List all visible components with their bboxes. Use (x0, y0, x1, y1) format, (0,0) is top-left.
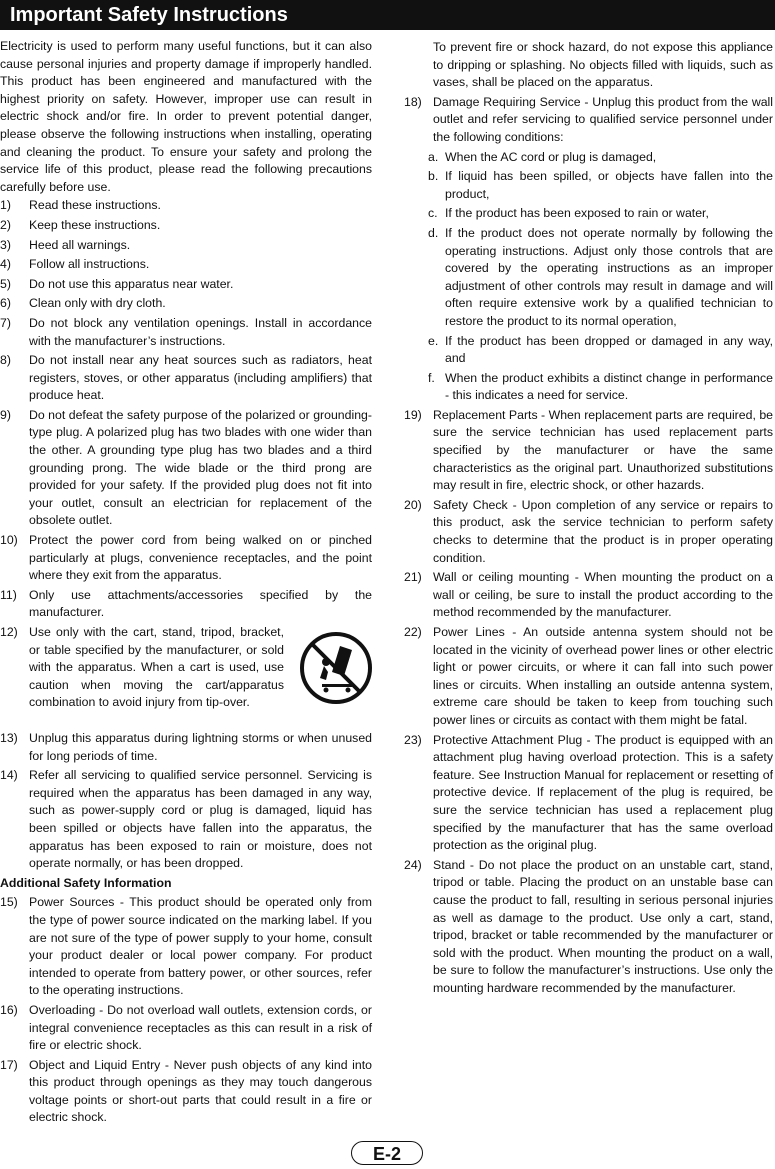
item-number: 15) (0, 895, 18, 910)
instruction-item-20 (404, 497, 773, 567)
item-number: 12) (0, 625, 18, 639)
item-text: Do not use this apparatus near water. (29, 276, 234, 291)
instruction-item-9 (0, 407, 372, 530)
item-text: Power Sources - This product should be operated only from the type of power source indicated on the marking label. If you are not sure of the type of power supply to your home, consult your product dealer or local power company. For product intended to operate from battery power, or other sources, refer to the operating instructions. (29, 895, 372, 998)
left-column (0, 38, 372, 1129)
page-title: Important Safety Instructions (10, 4, 288, 26)
instruction-item-11 (0, 587, 372, 622)
item-text: Only use attachments/accessories specified by the manufacturer. (29, 587, 372, 620)
item-number: 11) (0, 587, 17, 602)
item-text: Replacement Parts - When replacement parts are required, be sure the service technician has used replacement parts specified by the manufacturer or have the same characteristics as the original part. Unauthorized substitutions may result in fire, electric shock, or other hazards. (433, 407, 773, 493)
condition-text: If the product does not operate normally by following the operating instructions. Adjust only those controls that are covered by the operating instructions as an improper adjustment of other controls may result in damage and will often require extensive work by a qualified technician to restore the product to its normal operation, (445, 225, 773, 328)
item-text: Power Lines - An outside antenna system should not be located in the vicinity of overhead power lines or other electric light or power circuits, or where it can fall into such power lines or circuits. When installing an outside antenna system, extreme care should be taken to keep from touching such power lines or circuits as contact with them might be fatal. (433, 625, 773, 727)
item-number: 7) (0, 315, 11, 330)
condition-b (404, 168, 773, 203)
instruction-item-17-continued (404, 39, 773, 92)
item-number: 2) (0, 217, 11, 232)
condition-c (404, 205, 773, 223)
item-number: 6) (0, 296, 11, 311)
instruction-item-5 (0, 276, 372, 294)
item-number: 17) (0, 1057, 18, 1072)
item-number: 19) (404, 407, 422, 422)
item-text: Wall or ceiling mounting - When mounting the product on a wall or ceiling, be sure to install the product according to the method recommended by the manufacturer. (433, 570, 773, 620)
item-text: Heed all warnings. (29, 237, 131, 252)
condition-e (404, 333, 773, 368)
instruction-item-1 (0, 197, 372, 215)
cart-tip-over-warning-icon (300, 632, 372, 704)
right-column (404, 38, 773, 999)
condition-a (404, 149, 773, 167)
instruction-item-15 (0, 894, 372, 1000)
item-number: 13) (0, 731, 18, 745)
instruction-item-18 (404, 94, 773, 147)
condition-label: c. (428, 206, 438, 221)
condition-text: If the product has been dropped or damaged in any way, and (445, 333, 773, 366)
item-text: Protective Attachment Plug - The product is equipped with an attachment plug having overload protection. This is a safety feature. See Instruction Manual for replacement or resetting of protective device. If replacement of the plug is required, be sure the service technician has used a replacement plug specified by the manufacturer that has the same overload protection as the original plug. (433, 732, 773, 853)
condition-text: If the product has been exposed to rain or water, (445, 206, 709, 221)
additional-safety-heading: Additional Safety Information (0, 875, 172, 890)
item-number: 5) (0, 276, 11, 291)
instruction-item-6 (0, 295, 372, 313)
intro-paragraph: Electricity is used to perform many useful functions, but it can also cause personal injuries and property damage if improperly handled. This product has been engineered and manufactured with the highest priority on safety. However, improper use can result in electric shock and/or fire. In order to prevent potential danger, please observe the following instructions when installing, operating and cleaning the product. To ensure your safety and prolong the service life of this product, please read the following precautions carefully before use. (0, 39, 372, 194)
instruction-item-19 (404, 407, 773, 495)
condition-label: a. (428, 149, 439, 164)
condition-f (404, 370, 773, 405)
item-number: 21) (404, 570, 422, 585)
item-text: Protect the power cord from being walked on or pinched particularly at plugs, convenience receptacles, and the point where they exit from the apparatus. (29, 533, 372, 583)
condition-label: d. (428, 225, 439, 240)
item-number: 8) (0, 353, 11, 368)
condition-text: If liquid has been spilled, or objects have fallen into the product, (445, 169, 773, 201)
item-text: Damage Requiring Service - Unplug this product from the wall outlet and refer servicing to qualified service personnel under the following conditions: (433, 94, 773, 144)
instruction-item-23 (404, 732, 773, 855)
page-header (0, 0, 775, 30)
item-text: Do not defeat the safety purpose of the polarized or grounding-type plug. A polarized plug has two blades with one wider than the other. A grounding type plug has two blades and a third grounding prong. The wide blade or the third prong are provided for your safety. If the provided plug does not fit into your outlet, consult an electrician for replacement of the obsolete outlet. (29, 407, 372, 528)
item-text: Safety Check - Upon completion of any service or repairs to this product, ask the service technician to perform safety checks to determine that the product is in proper operating condition. (433, 497, 773, 565)
item-text: Read these instructions. (29, 198, 161, 213)
item-number: 24) (404, 857, 422, 872)
instruction-item-10 (0, 532, 372, 585)
condition-label: b. (428, 169, 439, 184)
instruction-item-14 (0, 767, 372, 873)
item-number: 14) (0, 768, 18, 783)
instruction-item-17 (0, 1057, 372, 1127)
item-number: 1) (0, 198, 11, 213)
condition-text: When the AC cord or plug is damaged, (445, 149, 657, 164)
instruction-item-22 (404, 624, 773, 730)
instruction-item-7 (0, 315, 372, 350)
item-number: 16) (0, 1002, 18, 1017)
instruction-item-24 (404, 857, 773, 998)
item-number: 9) (0, 407, 11, 422)
item-text: Use only with the cart, stand, tripod, bracket, or table specified by the manufacturer, or sold with the apparatus. When a cart is used, use caution when moving the cart/apparatus combination to avoid injury from tip-over. (29, 625, 284, 710)
condition-label: e. (428, 333, 439, 348)
item-number: 10) (0, 533, 18, 548)
item-number: 20) (404, 497, 422, 512)
instruction-item-8 (0, 352, 372, 405)
item-text: Stand - Do not place the product on an unstable cart, stand, tripod or table. Placing the product on an unstable base can cause the product to fall, resulting in serious personal injuries as well as damage to the product. Use only a cart, stand, tripod, bracket or table recommended by the manufacturer or sold with the product. When mounting the product on a wall, be sure to follow the manufacturer’s instructions. Use only the mounting hardware recommended by the manufacturer. (433, 857, 773, 995)
item-number: 3) (0, 237, 11, 252)
instruction-item-21 (404, 569, 773, 622)
item-number: 22) (404, 625, 422, 639)
item-text: Clean only with dry cloth. (29, 296, 166, 311)
item-text: Do not block any ventilation openings. Install in accordance with the manufacturer’s instructions. (29, 315, 372, 348)
item-text: Unplug this apparatus during lightning storms or when unused for long periods of time. (29, 731, 372, 763)
item-number: 23) (404, 732, 422, 747)
item-text: To prevent fire or shock hazard, do not expose this appliance to dripping or splashing. No objects filled with liquids, such as vases, shall be placed on the apparatus. (433, 40, 773, 90)
instruction-item-2 (0, 217, 372, 235)
page-number: E-2 (351, 1141, 423, 1165)
condition-label: f. (428, 370, 435, 385)
instruction-item-13 (0, 730, 372, 765)
instruction-item-3 (0, 237, 372, 255)
item-number: 4) (0, 257, 11, 272)
instruction-item-12 (0, 624, 372, 728)
item-number: 18) (404, 94, 422, 109)
condition-d (404, 225, 773, 331)
item-text: Do not install near any heat sources such as radiators, heat registers, stoves, or other apparatus (including amplifiers) that produce heat. (29, 353, 372, 403)
item-text: Refer all servicing to qualified service personnel. Servicing is required when the apparatus has been damaged in any way, such as power-supply cord or plug is damaged, liquid has been spilled or objects have fallen into the apparatus, the apparatus has been exposed to rain or moisture, does not operate normally, or has been dropped. (29, 768, 372, 871)
item-text: Follow all instructions. (29, 257, 150, 272)
instruction-item-4 (0, 256, 372, 274)
instruction-item-16 (0, 1002, 372, 1055)
item-text: Object and Liquid Entry - Never push objects of any kind into this product through openings as they may touch dangerous voltage points or short-out parts that could result in a fire or electric shock. (29, 1057, 372, 1125)
condition-text: When the product exhibits a distinct change in performance - this indicates a need for service. (445, 370, 773, 403)
item-text: Keep these instructions. (29, 217, 161, 232)
item-text: Overloading - Do not overload wall outlets, extension cords, or integral convenience receptacles as this can result in a risk of fire or electric shock. (29, 1002, 372, 1053)
